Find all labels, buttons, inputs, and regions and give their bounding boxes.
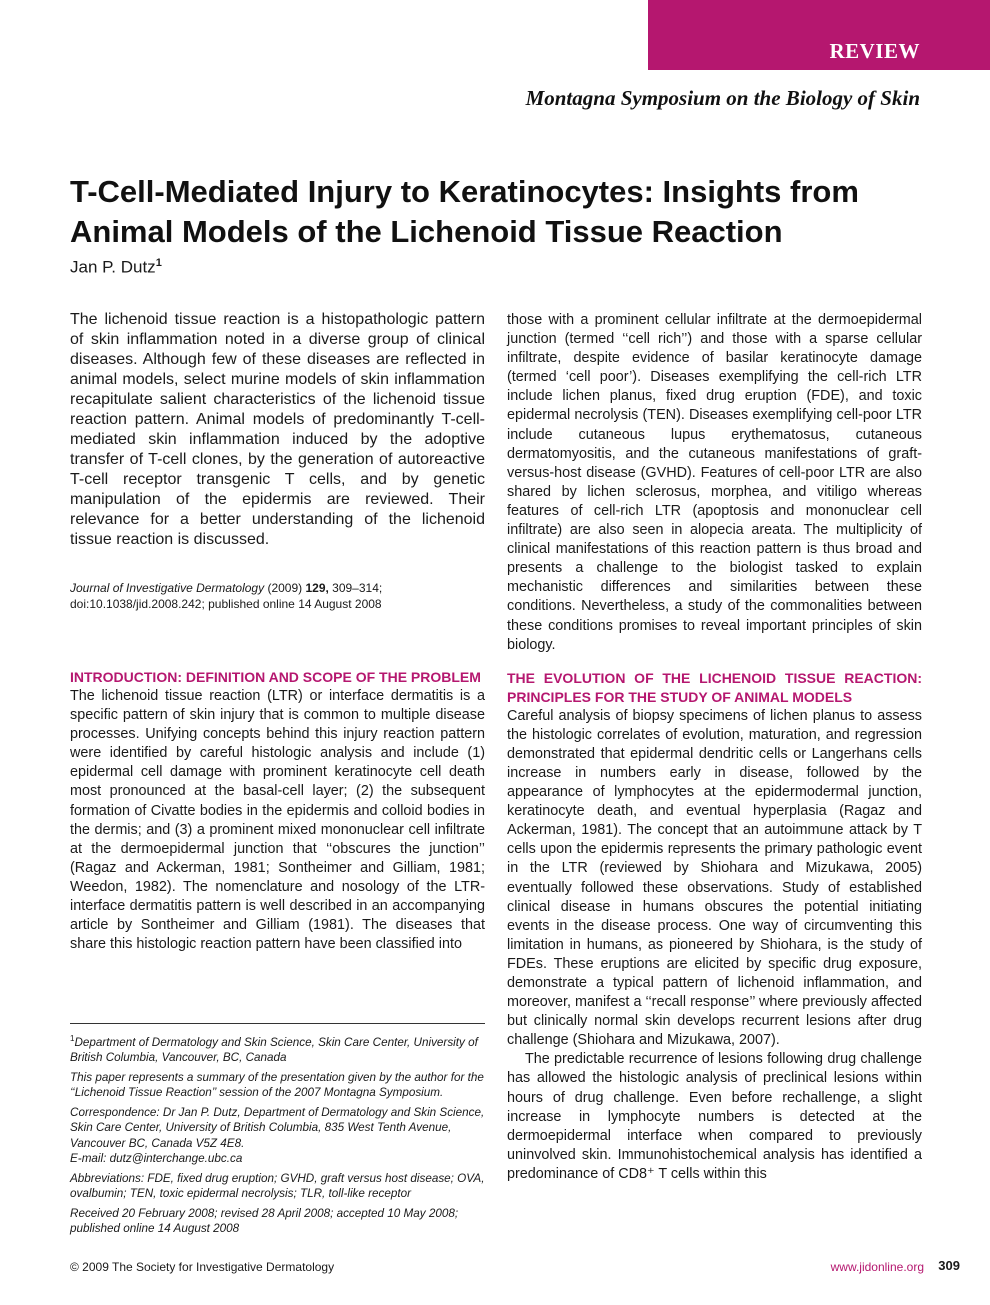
- body-paragraph: The lichenoid tissue reaction (LTR) or interface dermatitis is a specific pattern of skin injury that is common to multiple disease processes. Unifying concepts behind this injury reaction pattern were identified by careful histologic analysis and include (1) epidermal cell damage with prominent keratinocyte cell death most pronounced at the basal-cell layer; (2) the subsequent formation of Civatte bodies in the epidermis and colloid bodies in the dermis; and (3) a prominent mixed mononuclear cell infiltrate at the dermoepidermal junction that ‘‘obscures the junction’’ (Ragaz and Ackerman, 1981; Sontheimer and Gilliam, 1981; Weedon, 1982). The nomenclature and nosology of the LTR-interface dermatitis pattern is well described in an accompanying article by Sontheimer and Gilliam (1981). The diseases that share this histologic reaction pattern have been classified into: [70, 688, 485, 953]
- footnote-note: This paper represents a summary of the presentation given by the author for the ‘‘Lichenoid Tissue Reaction’’ session of the 2007 Montagna Symposium.: [70, 1070, 484, 1100]
- section-heading-evolution: THE EVOLUTION OF THE LICHENOID TISSUE REACTION: PRINCIPLES FOR THE STUDY OF ANIMAL MODELS: [507, 669, 922, 705]
- body-paragraph: The predictable recurrence of lesions following drug challenge has allowed the histologic analysis of preclinical lesions within hours of drug challenge. Even before rechallenge, a slight increase in lymphocyte numbers is detected at the dermoepidermal interface when compared to previously uninvolved skin. Immunohistochemical analysis has identified a predominance of CD8⁺ T cells within this: [507, 1051, 922, 1182]
- author-line: [70, 257, 162, 278]
- section-label: REVIEW: [829, 39, 920, 63]
- section-band: [648, 0, 990, 70]
- footnote-affiliation-text: Department of Dermatology and Skin Science, Skin Care Center, University of British Columbia, Vancouver, BC, Canada: [70, 1035, 478, 1065]
- footnote-abbreviations: Abbreviations: FDE, fixed drug eruption; GVHD, graft versus host disease; OVA, ovalbumin; TEN, toxic epidermal necrolysis; TLR, toll-like receptor: [70, 1171, 485, 1201]
- abstract: The lichenoid tissue reaction is a histopathologic pattern of skin inflammation noted in a diverse group of clinical diseases. Although few of these diseases are reflected in animal models, select murine models of skin inflammation recapitulate salient characteristics of the lichenoid tissue reaction pattern. Animal models of predominantly T-cell-mediated skin inflammation induced by the adoptive transfer of T-cell clones, by the generation of autoreactive T-cell receptor transgenic T cells, and by genetic manipulation of the epidermis are reviewed. Their relevance for a better understanding of the lichenoid tissue reaction is discussed.: [70, 311, 485, 548]
- copyright: © 2009 The Society for Investigative Dermatology: [70, 1260, 335, 1274]
- author-name: Jan P. Dutz: [70, 257, 156, 277]
- series-title: Montagna Symposium on the Biology of Skin: [525, 86, 920, 110]
- section-heading-introduction: INTRODUCTION: DEFINITION AND SCOPE OF THE PROBLEM: [70, 669, 481, 685]
- footnote-marker: 1: [70, 1034, 75, 1043]
- citation: [70, 580, 485, 612]
- citation-pages: 309–314;: [328, 581, 383, 595]
- footnote-email: E-mail: dutz@interchange.ubc.ca: [70, 1152, 243, 1166]
- citation-doi: doi:10.1038/jid.2008.242; published online 14 August 2008: [70, 597, 382, 611]
- citation-volume: 129,: [305, 581, 329, 595]
- footnote-correspondence-text: Correspondence: Dr Jan P. Dutz, Department of Dermatology and Skin Science, Skin Care Center, University of British Columbia, 835 West Tenth Avenue, Vancouver BC, Canada V5Z 4E8.: [70, 1105, 485, 1150]
- footnotes: [70, 1023, 485, 1241]
- right-column-body: [507, 311, 922, 1184]
- footnote-received: Received 20 February 2008; revised 28 April 2008; accepted 10 May 2008; published online 14 August 2008: [70, 1206, 459, 1236]
- journal-url-link[interactable]: www.jidonline.org: [830, 1260, 924, 1274]
- body-paragraph: those with a prominent cellular infiltrate at the dermoepidermal junction (termed ‘‘cell rich’’) and those with a sparse cellular infiltrate, despite evidence of basilar keratinocyte damage (termed ‘cell poor’). Diseases exemplifying the cell-rich LTR include lichen planus, fixed drug eruption (FDE), and toxic epidermal necrolysis (TEN). Diseases exemplifying cell-poor LTR include cutaneous lupus erythematosus, cutaneous dermatomyositis, and the cutaneous manifestations of graft-versus-host disease (GVHD). Features of cell-poor LTR are also shared by lichen sclerosus, morphea, and vitiligo whereas features of cell-rich LTR (apoptosis and mononuclear cell infiltrate) are also seen in alopecia areata. The multiplicity of clinical manifestations of this reaction pattern is thus broad and presents a challenge to the biologist tasked to explain mechanistic differences and similarities between these conditions. Nevertheless, a study of the commonalities between these conditions promises to reveal important principles of skin biology.: [507, 312, 922, 653]
- footnote-affiliation: [70, 1031, 485, 1066]
- footnote-correspondence: [70, 1105, 485, 1167]
- left-column-body: [70, 668, 485, 954]
- page-number: 309: [938, 1258, 960, 1273]
- body-paragraph: Careful analysis of biopsy specimens of lichen planus to assess the histologic correlates of evolution, maturation, and regression demonstrated that epidermal dendritic cells or Langerhans cells increase in numbers early in disease, followed by the appearance of lymphocytes at the epidermodermal junction, keratinocyte death, and eventual hyperplasia (Ragaz and Ackerman, 1981). The concept that an autoimmune attack by T cells upon the epidermis represents the primary pathologic event in the LTR (reviewed by Shiohara and Mizukawa, 2005) eventually followed these observations. Study of established clinical disease in humans obscures the potential initiating events in the disease process. One way of circumventing this limitation in humans, as pioneered by Shiohara, is the study of FDEs. These eruptions are elicited by specific drug exposure, demonstrate a typical pattern of lichenoid inflammation, and moreover, manifest a ‘‘recall response’’ where previously affected but clinically normal skin develops recurrent lesions after drug challenge (Shiohara and Mizukawa, 2007).: [507, 707, 922, 1049]
- citation-journal: Journal of Investigative Dermatology: [70, 581, 265, 595]
- article-title: T-Cell-Mediated Injury to Keratinocytes: Insights from Animal Models of the Lichenoid Tissue Reaction: [70, 174, 859, 249]
- citation-year: (2009): [264, 581, 306, 595]
- author-affiliation-marker: 1: [155, 257, 162, 269]
